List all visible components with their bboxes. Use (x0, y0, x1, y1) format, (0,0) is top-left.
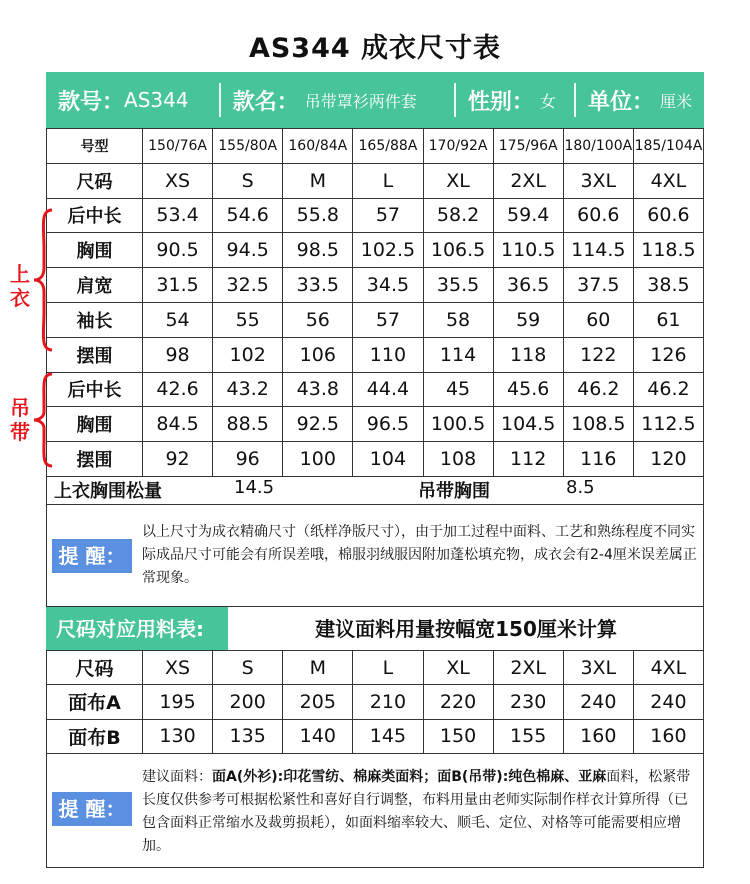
size-cell: M (283, 163, 353, 198)
fabric-cell: 155 (493, 719, 563, 753)
measurement-cell: 46.2 (633, 372, 703, 407)
measurement-cell: 90.5 (143, 233, 213, 268)
camisole-chest-label: 吊带胸围 (418, 481, 490, 502)
measurement-cell: 108 (423, 442, 493, 477)
measurement-cell: 60.6 (563, 198, 633, 233)
fabric-width-note: 建议面料用量按幅宽150厘米计算 (315, 617, 617, 641)
size-cell: 2XL (493, 163, 563, 198)
measurement-cell: 114.5 (563, 233, 633, 268)
size-cell: S (213, 163, 283, 198)
measurement-cell: 34.5 (353, 268, 423, 303)
measurement-cell: 54.6 (213, 198, 283, 233)
measurement-cell: 110.5 (493, 233, 563, 268)
measurement-cell: 55.8 (283, 198, 353, 233)
reminder-badge: 提 醒： (52, 539, 132, 573)
size-cell: XL (423, 163, 493, 198)
measurement-cell: 44.4 (353, 372, 423, 407)
measurement-cell: 35.5 (423, 268, 493, 303)
measurement-cell: 100 (283, 442, 353, 477)
measurement-cell: 106.5 (423, 233, 493, 268)
fabric-usage-header (46, 606, 704, 651)
fabric-cell: 240 (563, 685, 633, 719)
size-cell: 4XL (633, 163, 703, 198)
measurement-cell: 110 (353, 337, 423, 372)
fabric-cell: 135 (213, 719, 283, 753)
measurement-cell: 59 (493, 302, 563, 337)
header-divider (574, 83, 576, 117)
fabric-suggestion-text (142, 766, 698, 858)
row-label: 胸围 (47, 407, 143, 442)
size-chart-table (46, 128, 704, 477)
model-cell: 170/92A (423, 129, 493, 164)
size-cell: L (353, 163, 423, 198)
top-ease-label: 上衣胸围松量 (54, 481, 162, 502)
header-divider (219, 83, 221, 117)
row-label: 肩宽 (47, 268, 143, 303)
fabric-usage-table (46, 650, 704, 754)
measurement-cell: 61 (633, 302, 703, 337)
row-label: 胸围 (47, 233, 143, 268)
measurement-row (47, 302, 704, 337)
measurement-cell: 37.5 (563, 268, 633, 303)
row-label: 面布A (47, 685, 143, 719)
measurement-cell: 108.5 (563, 407, 633, 442)
measurement-cell: 104 (353, 442, 423, 477)
measurement-cell: 92 (143, 442, 213, 477)
top-ease-value: 14.5 (234, 477, 275, 498)
fabric-cell: 240 (633, 685, 703, 719)
fabric-cell: 230 (493, 685, 563, 719)
measurement-cell: 116 (563, 442, 633, 477)
fabric-cell: 210 (353, 685, 423, 719)
fabric-row (47, 719, 704, 753)
fabric-cell: 150 (423, 719, 493, 753)
fabric-row (47, 685, 704, 719)
fabric-cell: 140 (283, 719, 353, 753)
model-cell: 150/76A (143, 129, 213, 164)
measurement-cell: 96.5 (353, 407, 423, 442)
style-number (46, 72, 219, 128)
measurement-cell: 98 (143, 337, 213, 372)
style-name (221, 72, 454, 128)
measurement-cell: 45.6 (493, 372, 563, 407)
size-row (47, 163, 704, 198)
top-garment-label (8, 262, 32, 310)
measurement-cell: 36.5 (493, 268, 563, 303)
gender-value: 女 (539, 91, 556, 111)
size-cell: XL (423, 651, 493, 685)
size-cell: XS (143, 163, 213, 198)
model-row (47, 129, 704, 164)
measurement-cell: 88.5 (213, 407, 283, 442)
measurement-cell: 94.5 (213, 233, 283, 268)
fabric-cell: 205 (283, 685, 353, 719)
size-cell: 4XL (633, 651, 703, 685)
measurement-cell: 112.5 (633, 407, 703, 442)
measurement-cell: 60.6 (633, 198, 703, 233)
product-info-header (46, 72, 704, 128)
measurement-cell: 33.5 (283, 268, 353, 303)
measurement-cell: 102.5 (353, 233, 423, 268)
fabric-cell: 160 (563, 719, 633, 753)
measurement-cell: 57 (353, 198, 423, 233)
measurement-cell: 126 (633, 337, 703, 372)
measurement-cell: 45 (423, 372, 493, 407)
fabric-suggestion-body: 面料，松紧带长度仅供参考可根据松紧性和喜好自行调整，布料用量由老师实际制作样衣计算所得（已包含面料正常缩水及裁剪损耗），如面料缩率较大、顺毛、定位、对格等可能需要相应增加。 (142, 769, 691, 854)
fabric-cell: 200 (213, 685, 283, 719)
measurement-cell: 96 (213, 442, 283, 477)
unit-value: 厘米 (660, 91, 693, 111)
camisole-label (8, 396, 32, 444)
gender-label: 性别： (467, 89, 534, 115)
measurement-cell: 114 (423, 337, 493, 372)
measurement-row (47, 268, 704, 303)
model-cell: 180/100A (563, 129, 633, 164)
camisole-label-text: 吊带 (10, 396, 30, 444)
measurement-cell: 57 (353, 302, 423, 337)
size-cell: L (353, 651, 423, 685)
measurement-cell: 120 (633, 442, 703, 477)
row-label: 尺码 (47, 163, 143, 198)
measurement-cell: 42.6 (143, 372, 213, 407)
measurement-cell: 53.4 (143, 198, 213, 233)
model-cell: 160/84A (283, 129, 353, 164)
style-number-label: 款号： (58, 89, 125, 115)
camisole-chest-value: 8.5 (566, 477, 595, 498)
unit (576, 72, 704, 128)
header-divider (454, 83, 456, 117)
measurement-cell: 58.2 (423, 198, 493, 233)
measurement-cell: 92.5 (283, 407, 353, 442)
fabric-cell: 130 (143, 719, 213, 753)
measurement-row (47, 407, 704, 442)
gender (456, 72, 574, 128)
unit-label: 单位： (588, 89, 655, 115)
measurement-row (47, 198, 704, 233)
measurement-cell: 59.4 (493, 198, 563, 233)
measurement-cell: 43.8 (283, 372, 353, 407)
model-cell: 155/80A (213, 129, 283, 164)
measurement-cell: 55 (213, 302, 283, 337)
fabric-cell: 220 (423, 685, 493, 719)
measurement-cell: 43.2 (213, 372, 283, 407)
measurement-cell: 118.5 (633, 233, 703, 268)
row-label: 面布B (47, 719, 143, 753)
measurement-cell: 98.5 (283, 233, 353, 268)
measurement-cell: 32.5 (213, 268, 283, 303)
model-cell: 175/96A (493, 129, 563, 164)
fabric-cell: 160 (633, 719, 703, 753)
row-label: 号型 (47, 129, 143, 164)
size-cell: XS (143, 651, 213, 685)
measurement-cell: 118 (493, 337, 563, 372)
style-number-value: AS344 (124, 88, 189, 112)
row-label: 尺码 (47, 651, 143, 685)
measurement-row (47, 233, 704, 268)
measurement-cell: 31.5 (143, 268, 213, 303)
measurement-cell: 122 (563, 337, 633, 372)
camisole-brace (30, 372, 56, 468)
measurement-cell: 54 (143, 302, 213, 337)
size-cell: S (213, 651, 283, 685)
measurement-cell: 112 (493, 442, 563, 477)
fabric-cell: 145 (353, 719, 423, 753)
chest-ease-row (46, 472, 704, 505)
measurement-cell: 100.5 (423, 407, 493, 442)
style-name-label: 款名： (232, 89, 299, 115)
measurement-cell: 84.5 (143, 407, 213, 442)
fabric-size-row (47, 651, 704, 685)
reminder-badge-2: 提 醒： (52, 792, 132, 826)
measurement-cell: 38.5 (633, 268, 703, 303)
measurement-cell: 102 (213, 337, 283, 372)
style-name-value: 吊带罩衫两件套 (304, 91, 417, 111)
model-cell: 185/104A (633, 129, 703, 164)
top-garment-brace (30, 208, 56, 352)
row-label: 袖长 (47, 302, 143, 337)
size-cell: 3XL (563, 163, 633, 198)
measurement-cell: 106 (283, 337, 353, 372)
fabric-suggestion-bold: 面A(外衫):印花雪纺、棉麻类面料；面B(吊带):纯色棉麻、亚麻 (212, 769, 607, 785)
measurement-cell: 46.2 (563, 372, 633, 407)
row-label: 摆围 (47, 442, 143, 477)
measurement-row (47, 337, 704, 372)
fabric-suggestion-intro: 建议面料： (142, 769, 212, 785)
model-cell: 165/88A (353, 129, 423, 164)
top-garment-label-text: 上衣 (10, 262, 30, 310)
measurement-cell: 60 (563, 302, 633, 337)
fabric-cell: 195 (143, 685, 213, 719)
size-cell: 3XL (563, 651, 633, 685)
row-label: 后中长 (47, 372, 143, 407)
measurement-cell: 58 (423, 302, 493, 337)
size-cell: M (283, 651, 353, 685)
measurement-cell: 56 (283, 302, 353, 337)
page-title: AS344 成衣尺寸表 (248, 33, 502, 64)
measurement-cell: 104.5 (493, 407, 563, 442)
size-cell: 2XL (493, 651, 563, 685)
row-label: 后中长 (47, 198, 143, 233)
fabric-usage-title: 尺码对应用料表: (46, 607, 228, 651)
row-label: 摆围 (47, 337, 143, 372)
measurement-row (47, 372, 704, 407)
reminder-text: 以上尺寸为成衣精确尺寸（纸样净版尺寸），由于加工过程中面料、工艺和熟练程度不同实际成品尺寸可能会有所误差哦，棉服羽绒服因附加蓬松填充物，成衣会有2-4厘米误差属正常现象。 (142, 524, 697, 586)
